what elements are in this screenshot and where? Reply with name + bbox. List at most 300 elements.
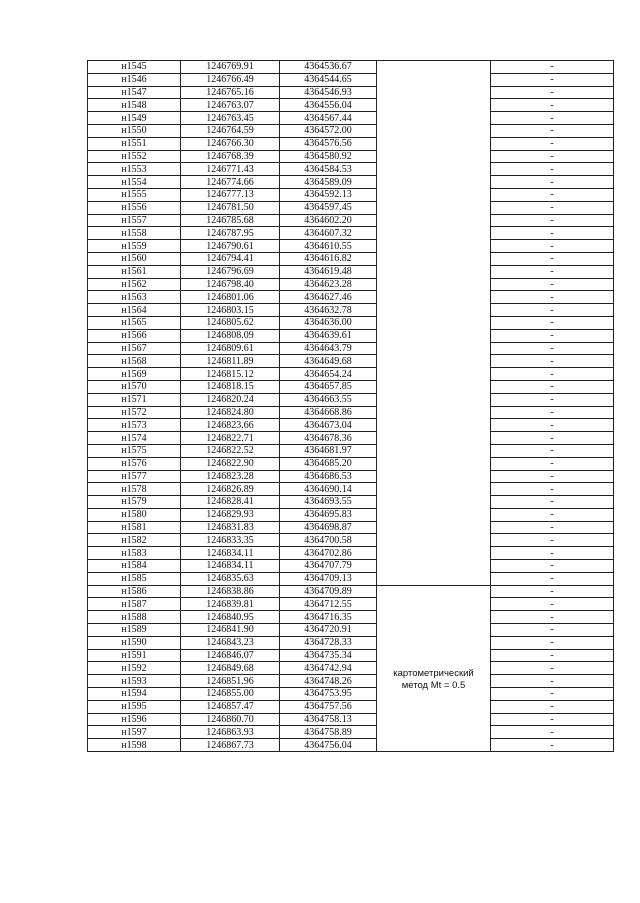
note-cell: - [491,265,614,278]
note-cell: - [491,598,614,611]
x-coordinate-cell: 1246860.70 [181,713,280,726]
method-cell [377,214,491,227]
point-id-cell: н1594 [88,688,181,701]
x-coordinate-cell: 1246834.11 [181,547,280,560]
x-coordinate-cell: 1246834.11 [181,560,280,573]
method-cell [377,150,491,163]
point-id-cell: н1562 [88,278,181,291]
y-coordinate-cell: 4364657.85 [280,380,377,393]
table-row [88,86,614,99]
point-id-cell: н1583 [88,547,181,560]
method-cell [377,201,491,214]
point-id-cell: н1579 [88,496,181,509]
y-coordinate-cell: 4364597.45 [280,201,377,214]
method-cell [377,342,491,355]
x-coordinate-cell: 1246766.30 [181,137,280,150]
point-id-cell: н1593 [88,675,181,688]
point-id-cell: н1558 [88,227,181,240]
x-coordinate-cell: 1246855.00 [181,688,280,701]
note-cell: - [491,432,614,445]
method-label-line-1: картометрический [393,668,474,680]
y-coordinate-cell: 4364720.91 [280,624,377,637]
point-id-cell: н1561 [88,265,181,278]
y-coordinate-cell: 4364623.28 [280,278,377,291]
note-cell: - [491,355,614,368]
y-coordinate-cell: 4364576.56 [280,137,377,150]
method-cell [377,188,491,201]
point-id-cell: н1578 [88,483,181,496]
table-row [88,483,614,496]
x-coordinate-cell: 1246803.15 [181,304,280,317]
point-id-cell: н1586 [88,585,181,598]
x-coordinate-cell: 1246808.09 [181,329,280,342]
note-cell: - [491,624,614,637]
x-coordinate-cell: 1246839.81 [181,598,280,611]
note-cell: - [491,739,614,752]
table-row [88,508,614,521]
note-cell: - [491,201,614,214]
x-coordinate-cell: 1246765.16 [181,86,280,99]
x-coordinate-cell: 1246823.66 [181,419,280,432]
note-cell: - [491,662,614,675]
x-coordinate-cell: 1246841.90 [181,624,280,637]
table-row [88,176,614,189]
table-row [88,214,614,227]
y-coordinate-cell: 4364607.32 [280,227,377,240]
x-coordinate-cell: 1246809.61 [181,342,280,355]
table-row [88,406,614,419]
note-cell: - [491,585,614,598]
table-row [88,291,614,304]
note-cell: - [491,419,614,432]
x-coordinate-cell: 1246833.35 [181,534,280,547]
table-row [88,150,614,163]
note-cell: - [491,304,614,317]
point-id-cell: н1576 [88,457,181,470]
note-cell: - [491,61,614,74]
y-coordinate-cell: 4364758.89 [280,726,377,739]
x-coordinate-cell: 1246763.07 [181,99,280,112]
note-cell: - [491,534,614,547]
y-coordinate-cell: 4364567.44 [280,112,377,125]
method-cell [377,508,491,521]
point-id-cell: н1587 [88,598,181,611]
y-coordinate-cell: 4364712.55 [280,598,377,611]
point-id-cell: н1582 [88,534,181,547]
table-row [88,457,614,470]
table-row [88,124,614,137]
point-id-cell: н1566 [88,329,181,342]
method-cell [377,572,491,585]
table-row [88,342,614,355]
y-coordinate-cell: 4364580.92 [280,150,377,163]
y-coordinate-cell: 4364602.20 [280,214,377,227]
table-row [88,240,614,253]
x-coordinate-cell: 1246766.49 [181,73,280,86]
point-id-cell: н1569 [88,368,181,381]
note-cell: - [491,726,614,739]
table-row [88,227,614,240]
note-cell: - [491,393,614,406]
y-coordinate-cell: 4364654.24 [280,368,377,381]
y-coordinate-cell: 4364758.13 [280,713,377,726]
note-cell: - [491,713,614,726]
note-cell: - [491,572,614,585]
method-cell [377,252,491,265]
point-id-cell: н1585 [88,572,181,585]
x-coordinate-cell: 1246774.66 [181,176,280,189]
y-coordinate-cell: 4364572.00 [280,124,377,137]
x-coordinate-cell: 1246828.41 [181,496,280,509]
point-id-cell: н1564 [88,304,181,317]
table-row [88,534,614,547]
y-coordinate-cell: 4364556.04 [280,99,377,112]
y-coordinate-cell: 4364616.82 [280,252,377,265]
y-coordinate-cell: 4364709.13 [280,572,377,585]
table-row [88,496,614,509]
point-id-cell: н1573 [88,419,181,432]
point-id-cell: н1572 [88,406,181,419]
y-coordinate-cell: 4364584.53 [280,163,377,176]
method-cell [377,227,491,240]
y-coordinate-cell: 4364536.67 [280,61,377,74]
method-cell [377,73,491,86]
note-cell: - [491,291,614,304]
y-coordinate-cell: 4364619.48 [280,265,377,278]
table-row [88,355,614,368]
table-row [88,444,614,457]
method-cell [377,278,491,291]
x-coordinate-cell: 1246863.93 [181,726,280,739]
y-coordinate-cell: 4364748.26 [280,675,377,688]
method-cell [377,368,491,381]
note-cell: - [491,636,614,649]
table-row [88,739,614,752]
table-row [88,380,614,393]
note-cell: - [491,700,614,713]
table-row [88,598,614,611]
x-coordinate-cell: 1246831.83 [181,521,280,534]
method-cell [377,291,491,304]
table-row [88,73,614,86]
x-coordinate-cell: 1246838.86 [181,585,280,598]
note-cell: - [491,560,614,573]
x-coordinate-cell: 1246849.68 [181,662,280,675]
point-id-cell: н1548 [88,99,181,112]
x-coordinate-cell: 1246823.28 [181,470,280,483]
point-id-cell: н1559 [88,240,181,253]
note-cell: - [491,316,614,329]
method-cell [377,419,491,432]
point-id-cell: н1591 [88,649,181,662]
method-cell [377,457,491,470]
y-coordinate-cell: 4364636.00 [280,316,377,329]
note-cell: - [491,86,614,99]
point-id-cell: н1567 [88,342,181,355]
x-coordinate-cell: 1246846.07 [181,649,280,662]
y-coordinate-cell: 4364700.58 [280,534,377,547]
table-row [88,585,614,598]
x-coordinate-cell: 1246769.91 [181,61,280,74]
x-coordinate-cell: 1246851.96 [181,675,280,688]
note-cell: - [491,457,614,470]
note-cell: - [491,112,614,125]
x-coordinate-cell: 1246829.93 [181,508,280,521]
table-row [88,688,614,701]
coordinates-table [87,60,614,752]
point-id-cell: н1571 [88,393,181,406]
note-cell: - [491,368,614,381]
y-coordinate-cell: 4364546.93 [280,86,377,99]
table-row [88,137,614,150]
point-id-cell: н1590 [88,636,181,649]
method-cell [377,470,491,483]
y-coordinate-cell: 4364639.61 [280,329,377,342]
y-coordinate-cell: 4364728.33 [280,636,377,649]
table-row [88,432,614,445]
y-coordinate-cell: 4364698.87 [280,521,377,534]
table-row [88,713,614,726]
table-row [88,265,614,278]
table-row [88,61,614,74]
note-cell: - [491,176,614,189]
method-cell [377,483,491,496]
y-coordinate-cell: 4364589.09 [280,176,377,189]
note-cell: - [491,688,614,701]
point-id-cell: н1563 [88,291,181,304]
table-row [88,636,614,649]
note-cell: - [491,675,614,688]
note-cell: - [491,547,614,560]
table-row [88,675,614,688]
table-row [88,521,614,534]
table-row [88,649,614,662]
note-cell: - [491,214,614,227]
note-cell: - [491,483,614,496]
note-cell: - [491,496,614,509]
point-id-cell: н1557 [88,214,181,227]
y-coordinate-cell: 4364632.78 [280,304,377,317]
method-cell [377,393,491,406]
y-coordinate-cell: 4364649.68 [280,355,377,368]
x-coordinate-cell: 1246801.06 [181,291,280,304]
x-coordinate-cell: 1246794.41 [181,252,280,265]
table-row [88,560,614,573]
note-cell: - [491,444,614,457]
x-coordinate-cell: 1246764.59 [181,124,280,137]
table-row [88,316,614,329]
note-cell: - [491,329,614,342]
point-id-cell: н1545 [88,61,181,74]
point-id-cell: н1574 [88,432,181,445]
table-row [88,163,614,176]
table-row [88,304,614,317]
note-cell: - [491,188,614,201]
y-coordinate-cell: 4364753.95 [280,688,377,701]
point-id-cell: н1551 [88,137,181,150]
y-coordinate-cell: 4364673.04 [280,419,377,432]
table-row [88,99,614,112]
point-id-cell: н1555 [88,188,181,201]
x-coordinate-cell: 1246763.45 [181,112,280,125]
method-group-cell [377,585,491,751]
method-cell [377,329,491,342]
point-id-cell: н1589 [88,624,181,637]
table-row [88,611,614,624]
table-row [88,393,614,406]
y-coordinate-cell: 4364742.94 [280,662,377,675]
note-cell: - [491,380,614,393]
y-coordinate-cell: 4364686.53 [280,470,377,483]
point-id-cell: н1595 [88,700,181,713]
x-coordinate-cell: 1246826.89 [181,483,280,496]
x-coordinate-cell: 1246777.13 [181,188,280,201]
method-cell [377,124,491,137]
note-cell: - [491,611,614,624]
point-id-cell: н1568 [88,355,181,368]
y-coordinate-cell: 4364678.36 [280,432,377,445]
coordinates-table-body [88,61,614,752]
y-coordinate-cell: 4364709.89 [280,585,377,598]
point-id-cell: н1556 [88,201,181,214]
table-row [88,572,614,585]
x-coordinate-cell: 1246796.69 [181,265,280,278]
y-coordinate-cell: 4364643.79 [280,342,377,355]
y-coordinate-cell: 4364690.14 [280,483,377,496]
point-id-cell: н1570 [88,380,181,393]
note-cell: - [491,508,614,521]
method-cell [377,163,491,176]
note-cell: - [491,240,614,253]
table-row [88,700,614,713]
y-coordinate-cell: 4364544.65 [280,73,377,86]
point-id-cell: н1588 [88,611,181,624]
note-cell: - [491,649,614,662]
y-coordinate-cell: 4364592.13 [280,188,377,201]
y-coordinate-cell: 4364735.34 [280,649,377,662]
note-cell: - [491,278,614,291]
method-cell [377,61,491,74]
point-id-cell: н1560 [88,252,181,265]
table-row [88,201,614,214]
table-row [88,188,614,201]
table-row [88,278,614,291]
method-cell [377,444,491,457]
table-row [88,470,614,483]
table-row [88,112,614,125]
y-coordinate-cell: 4364685.20 [280,457,377,470]
x-coordinate-cell: 1246835.63 [181,572,280,585]
method-cell [377,304,491,317]
method-cell [377,137,491,150]
note-cell: - [491,124,614,137]
table-row [88,726,614,739]
x-coordinate-cell: 1246857.47 [181,700,280,713]
method-label-line-2: метод Mt = 0.5 [401,680,466,692]
method-cell [377,265,491,278]
y-coordinate-cell: 4364702.86 [280,547,377,560]
method-cell [377,560,491,573]
x-coordinate-cell: 1246822.71 [181,432,280,445]
x-coordinate-cell: 1246822.90 [181,457,280,470]
x-coordinate-cell: 1246824.80 [181,406,280,419]
point-id-cell: н1597 [88,726,181,739]
point-id-cell: н1580 [88,508,181,521]
note-cell: - [491,137,614,150]
note-cell: - [491,521,614,534]
method-cell [377,380,491,393]
method-cell [377,406,491,419]
x-coordinate-cell: 1246815.12 [181,368,280,381]
table-row [88,547,614,560]
method-cell [377,86,491,99]
method-cell [377,432,491,445]
x-coordinate-cell: 1246798.40 [181,278,280,291]
x-coordinate-cell: 1246805.62 [181,316,280,329]
method-cell [377,176,491,189]
point-id-cell: н1592 [88,662,181,675]
x-coordinate-cell: 1246785.68 [181,214,280,227]
point-id-cell: н1552 [88,150,181,163]
note-cell: - [491,252,614,265]
x-coordinate-cell: 1246790.61 [181,240,280,253]
method-cell [377,496,491,509]
table-row [88,329,614,342]
y-coordinate-cell: 4364757.56 [280,700,377,713]
note-cell: - [491,99,614,112]
note-cell: - [491,470,614,483]
x-coordinate-cell: 1246867.73 [181,739,280,752]
x-coordinate-cell: 1246843.23 [181,636,280,649]
note-cell: - [491,342,614,355]
x-coordinate-cell: 1246822.52 [181,444,280,457]
table-row [88,252,614,265]
x-coordinate-cell: 1246781.50 [181,201,280,214]
x-coordinate-cell: 1246818.15 [181,380,280,393]
y-coordinate-cell: 4364716.35 [280,611,377,624]
point-id-cell: н1546 [88,73,181,86]
y-coordinate-cell: 4364695.83 [280,508,377,521]
x-coordinate-cell: 1246811.89 [181,355,280,368]
note-cell: - [491,150,614,163]
point-id-cell: н1598 [88,739,181,752]
x-coordinate-cell: 1246840.95 [181,611,280,624]
x-coordinate-cell: 1246768.39 [181,150,280,163]
point-id-cell: н1549 [88,112,181,125]
note-cell: - [491,227,614,240]
point-id-cell: н1577 [88,470,181,483]
method-cell [377,355,491,368]
method-cell [377,521,491,534]
y-coordinate-cell: 4364681.97 [280,444,377,457]
point-id-cell: н1553 [88,163,181,176]
point-id-cell: н1547 [88,86,181,99]
point-id-cell: н1596 [88,713,181,726]
point-id-cell: н1581 [88,521,181,534]
point-id-cell: н1554 [88,176,181,189]
note-cell: - [491,163,614,176]
point-id-cell: н1565 [88,316,181,329]
table-row [88,419,614,432]
method-cell [377,316,491,329]
x-coordinate-cell: 1246820.24 [181,393,280,406]
y-coordinate-cell: 4364663.55 [280,393,377,406]
point-id-cell: н1550 [88,124,181,137]
method-cell [377,240,491,253]
y-coordinate-cell: 4364668.86 [280,406,377,419]
y-coordinate-cell: 4364707.79 [280,560,377,573]
table-row [88,368,614,381]
